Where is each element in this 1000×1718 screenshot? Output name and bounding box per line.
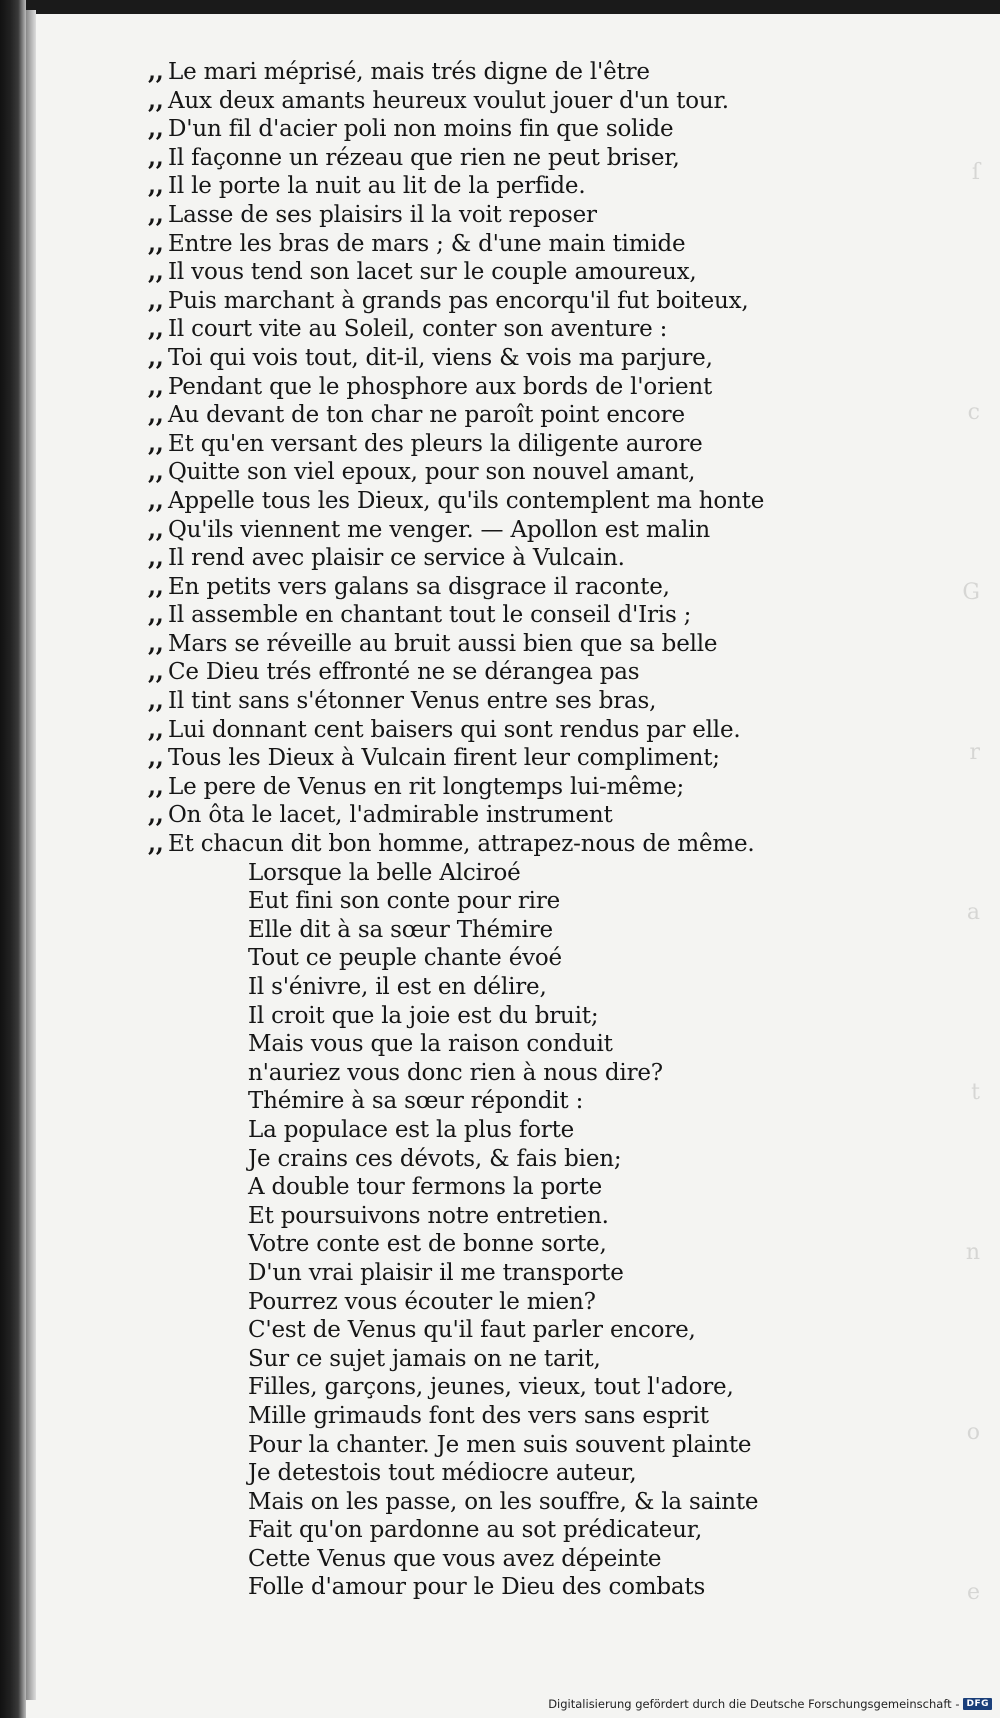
quote-mark: ,, <box>148 200 164 228</box>
poem-line <box>148 458 748 487</box>
poem-line <box>148 1145 748 1174</box>
quote-mark: ,, <box>148 544 164 572</box>
poem-line <box>148 172 748 201</box>
poem-line-text: Il façonne un rézeau que rien ne peut briser, <box>168 144 680 171</box>
poem-line-text: Mais vous que la raison conduit <box>248 1031 613 1058</box>
book-binding-edge <box>0 0 26 1718</box>
poem-line <box>148 1116 748 1145</box>
poem-line <box>148 1516 748 1545</box>
poem-line-text: Aux deux amants heureux voulut jouer d'un tour. <box>168 87 729 114</box>
poem-line <box>148 801 748 830</box>
quote-mark: ,, <box>148 58 164 85</box>
quote-mark: ,, <box>148 86 164 114</box>
quote-mark: ,, <box>148 429 164 457</box>
show-through-bleed: ſ c G r a t n o e <box>962 160 980 1605</box>
poem-line-text: Puis marchant à grands pas encorqu'il fut boiteux, <box>168 287 749 314</box>
poem-line-text: n'auriez vous donc rien à nous dire? <box>248 1059 663 1086</box>
poem-line <box>148 315 748 344</box>
poem-line <box>148 601 748 630</box>
poem-line <box>148 1059 748 1088</box>
poem-line-text: Je detestois tout médiocre auteur, <box>248 1460 637 1487</box>
poem-line-text: Entre les bras de mars ; & d'une main timide <box>168 230 686 257</box>
funding-credit: Digitalisierung gefördert durch die Deutsche Forschungsgemeinschaft - <box>548 1697 960 1711</box>
poem-line <box>148 1431 752 1460</box>
poem-line-text: Il croit que la joie est du bruit; <box>248 1002 599 1029</box>
poem-line-text: Et chacun dit bon homme, attrapez-nous de même. <box>168 831 755 858</box>
poem-line <box>148 230 748 259</box>
quote-mark: ,, <box>148 343 164 371</box>
poem-line-text: Eut fini son conte pour rire <box>248 888 561 915</box>
poem-line-text: Elle dit à sa sœur Thémire <box>248 916 553 943</box>
poem-line <box>148 859 748 888</box>
poem-line-text: La populace est la plus forte <box>248 1116 575 1143</box>
poem-line-text: Il vous tend son lacet sur le couple amoureux, <box>168 259 697 286</box>
poem-line-text: On ôta le lacet, l'admirable instrument <box>168 802 613 829</box>
poem-line-text: Cette Venus que vous avez dépeinte <box>248 1545 662 1572</box>
poem-line <box>148 744 748 773</box>
poem-line-text: Lasse de ses plaisirs il la voit reposer <box>168 201 597 228</box>
poem-line <box>148 716 748 745</box>
poem-line-text: Mars se réveille au bruit aussi bien que sa belle <box>168 630 718 657</box>
poem-line <box>148 1288 748 1317</box>
poem-line <box>148 516 748 545</box>
poem-line <box>148 887 748 916</box>
quote-mark: ,, <box>148 401 164 429</box>
poem-line-text: Fait qu'on pardonne au sot prédicateur, <box>248 1517 703 1544</box>
poem-line <box>148 1173 748 1202</box>
poem-line-text: Au devant de ton char ne paroît point encore <box>168 402 685 429</box>
quote-mark: ,, <box>148 486 164 514</box>
poem-line-text: Le pere de Venus en rit longtemps lui-même; <box>168 773 685 800</box>
quote-mark: ,, <box>148 658 164 686</box>
poem-line-text: Il s'énivre, il est en délire, <box>248 974 547 1000</box>
poem-line-text: Il le porte la nuit au lit de la perfide. <box>168 173 586 200</box>
poem-line-text: C'est de Venus qu'il faut parler encore, <box>248 1317 696 1344</box>
poem-line <box>148 373 748 402</box>
poem-line-text: Je crains ces dévots, & fais bien; <box>248 1145 622 1172</box>
poem-line <box>148 1573 748 1602</box>
poem-line <box>148 201 748 230</box>
poem-line-text: Pour la chanter. Je men suis souvent plainte <box>248 1431 752 1458</box>
poem-line <box>148 258 748 287</box>
poem-line <box>148 1259 748 1288</box>
poem-line-text: D'un fil d'acier poli non moins fin que solide <box>168 116 674 143</box>
poem-line-text: Le mari méprisé, mais trés digne de l'être <box>168 59 650 85</box>
poem-line-text: Il court vite au Soleil, conter son aventure : <box>168 316 668 343</box>
poem-line <box>148 1488 759 1517</box>
poem-line <box>148 1345 748 1374</box>
poem-line-text: Lorsque la belle Alciroé <box>248 859 521 886</box>
poem-line-text: A double tour fermons la porte <box>248 1174 603 1201</box>
poem-line <box>148 773 748 802</box>
quote-mark: ,, <box>148 629 164 657</box>
poem-line-text: Il tint sans s'étonner Venus entre ses bras, <box>168 688 657 715</box>
poem-line <box>148 687 748 716</box>
digitization-footer <box>548 1696 992 1712</box>
poem-line <box>148 144 748 173</box>
poem-text-block <box>148 58 765 1602</box>
quote-mark: ,, <box>148 830 164 858</box>
quote-mark: ,, <box>148 143 164 171</box>
poem-line <box>148 544 748 573</box>
poem-line-text: Et poursuivons notre entretien. <box>248 1202 609 1229</box>
poem-line-text: Mille grimauds font des vers sans esprit <box>248 1402 709 1429</box>
poem-line <box>148 1087 748 1116</box>
quote-mark: ,, <box>148 572 164 600</box>
poem-line-text: Ce Dieu trés effronté ne se dérangea pas <box>168 659 640 686</box>
poem-line <box>148 830 755 859</box>
poem-line-text: Qu'ils viennent me venger. — Apollon est malin <box>168 516 710 543</box>
quote-mark: ,, <box>148 115 164 143</box>
poem-line <box>148 973 748 1002</box>
scan-top-border <box>0 0 1000 14</box>
poem-line-text: Il assemble en chantant tout le conseil d'Iris ; <box>168 602 692 629</box>
quote-mark: ,, <box>148 372 164 400</box>
poem-line <box>148 287 748 316</box>
poem-line-text: Tous les Dieux à Vulcain firent leur compliment; <box>168 745 720 772</box>
poem-line <box>148 1002 748 1031</box>
poem-line-text: Pourrez vous écouter le mien? <box>248 1288 596 1315</box>
poem-line-text: Pendant que le phosphore aux bords de l'orient <box>168 373 713 400</box>
poem-line <box>148 1459 748 1488</box>
poem-line-text: Mais on les passe, on les souffre, & la sainte <box>248 1488 759 1515</box>
quote-mark: ,, <box>148 715 164 743</box>
poem-line-text: Sur ce sujet jamais on ne tarit, <box>248 1345 601 1372</box>
poem-line <box>148 1230 748 1259</box>
poem-line <box>148 1402 748 1431</box>
poem-line-text: Toi qui vois tout, dit-il, viens & vois ma parjure, <box>168 344 713 371</box>
poem-line <box>148 115 748 144</box>
poem-line-text: Quitte son viel epoux, pour son nouvel amant, <box>168 459 696 486</box>
poem-line-text: En petits vers galans sa disgrace il raconte, <box>168 573 670 600</box>
poem-line <box>148 573 748 602</box>
quote-mark: ,, <box>148 458 164 486</box>
quote-mark: ,, <box>148 229 164 257</box>
poem-line <box>148 486 765 516</box>
poem-line <box>148 430 748 459</box>
quote-mark: ,, <box>148 801 164 829</box>
quote-mark: ,, <box>148 258 164 286</box>
quote-mark: ,, <box>148 315 164 343</box>
quote-mark: ,, <box>148 687 164 715</box>
poem-line <box>148 630 748 659</box>
poem-line <box>148 1316 748 1345</box>
dfg-logo-icon: DFG <box>963 1698 992 1710</box>
quote-mark: ,, <box>148 172 164 200</box>
quote-mark: ,, <box>148 601 164 629</box>
poem-line-text: Votre conte est de bonne sorte, <box>248 1231 607 1258</box>
poem-line-text: Lui donnant cent baisers qui sont rendus par elle. <box>168 716 741 743</box>
poem-line <box>148 401 748 430</box>
poem-line-text: Appelle tous les Dieux, qu'ils contemplent ma honte <box>168 487 765 514</box>
poem-line <box>148 944 748 973</box>
poem-line <box>148 58 748 87</box>
quote-mark: ,, <box>148 515 164 543</box>
poem-line <box>148 916 748 945</box>
poem-line-text: Folle d'amour pour le Dieu des combats <box>248 1574 706 1601</box>
poem-line <box>148 1030 748 1059</box>
poem-line-text: Tout ce peuple chante évoé <box>248 945 562 972</box>
poem-line <box>148 1202 748 1231</box>
poem-line <box>148 658 748 687</box>
quote-mark: ,, <box>148 286 164 314</box>
poem-line-text: Il rend avec plaisir ce service à Vulcain. <box>168 545 625 572</box>
poem-line-text: Filles, garçons, jeunes, vieux, tout l'adore, <box>248 1374 734 1401</box>
poem-line-text: Et qu'en versant des pleurs la diligente aurore <box>168 430 703 457</box>
poem-line <box>148 344 748 373</box>
poem-line <box>148 1545 748 1574</box>
poem-line-text: Thémire à sa sœur répondit : <box>248 1088 584 1115</box>
quote-mark: ,, <box>148 772 164 800</box>
quote-mark: ,, <box>148 744 164 772</box>
poem-line-text: D'un vrai plaisir il me transporte <box>248 1259 624 1286</box>
page-edge-shadow <box>26 10 36 1700</box>
poem-line <box>148 87 748 116</box>
poem-line <box>148 1373 748 1402</box>
